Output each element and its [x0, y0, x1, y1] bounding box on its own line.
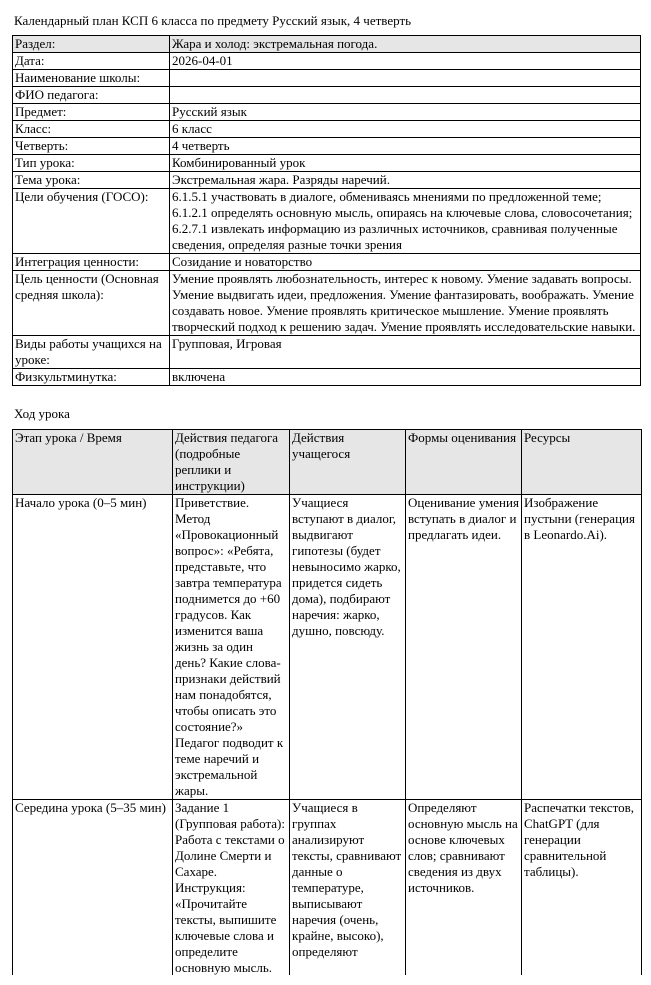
info-value [170, 189, 641, 254]
lesson-cell: Учащиеся вступают в диалог, выдвигают гипотезы (будет невыносимо жарко, придется сидеть дома), подбирают наречия: жарко, душно, повсюду. [290, 495, 406, 800]
info-label: ФИО педагога: [13, 87, 170, 104]
info-label: Тема урока: [13, 172, 170, 189]
info-value [170, 155, 641, 172]
info-value-line [172, 70, 638, 86]
info-value [170, 254, 641, 271]
info-value-line: 6 класс [172, 121, 212, 136]
lesson-cell: Оценивание умения вступать в диалог и предлагать идеи. [406, 495, 522, 800]
info-label: Дата: [13, 53, 170, 70]
info-label: Виды работы учащихся на уроке: [13, 336, 170, 369]
info-label: Класс: [13, 121, 170, 138]
info-row [13, 70, 641, 87]
info-value-line: 6.1.5.1 участвовать в диалоге, обмениваясь мнениями по предложенной теме; [172, 189, 602, 204]
info-label: Раздел: [13, 36, 170, 53]
info-row [13, 189, 641, 254]
info-value [170, 138, 641, 155]
info-label: Цель ценности (Основная средняя школа): [13, 271, 170, 336]
lesson-cell: Приветствие. Метод «Провокационный вопрос»: «Ребята, представьте, что завтра температура поднимется до +60 градусов. Как изменится ваша жизнь за один день? Какие слова-признаки действий нам понадобятся, чтобы описать это состояние?» Педагог подводит к теме наречий и экстремальной жары. [173, 495, 290, 800]
info-value [170, 121, 641, 138]
info-row [13, 254, 641, 271]
info-label: Цели обучения (ГОСО): [13, 189, 170, 254]
info-value [170, 172, 641, 189]
info-label: Тип урока: [13, 155, 170, 172]
info-value-line: Групповая, Игровая [172, 336, 282, 351]
info-label: Физкультминутка: [13, 369, 170, 386]
info-value-line: Созидание и новаторство [172, 254, 313, 269]
info-value-line: 4 четверть [172, 138, 230, 153]
info-value-line: включена [172, 369, 226, 384]
section-label: Ход урока [14, 406, 70, 421]
info-row [13, 172, 641, 189]
info-label: Наименование школы: [13, 70, 170, 87]
lesson-column-header: Формы оценивания [406, 430, 522, 495]
lesson-cell: Изображение пустыни (генерация в Leonardo.Ai). [522, 495, 642, 800]
info-value [170, 36, 641, 53]
info-row [13, 104, 641, 121]
document-title: Календарный план КСП 6 класса по предмету Русский язык, 4 четверть [14, 13, 412, 28]
info-value [170, 336, 641, 369]
info-value-line: Жара и холод: экстремальная погода. [172, 36, 378, 51]
info-value [170, 104, 641, 121]
lesson-cell: Середина урока (5–35 мин) [13, 800, 173, 977]
info-row [13, 36, 641, 53]
info-row [13, 369, 641, 386]
info-label: Предмет: [13, 104, 170, 121]
lesson-column-header: Этап урока / Время [13, 430, 173, 495]
lesson-cell: Распечатки текстов, ChatGPT (для генерации сравнительной таблицы). [522, 800, 642, 977]
lesson-plan-table [12, 429, 642, 977]
info-value [170, 369, 641, 386]
info-value-line: 6.2.7.1 извлекать информацию из различных источников, сравнивая полученные сведения, определяя разные точки зрения [172, 221, 618, 252]
lesson-info-table [12, 35, 641, 386]
info-value-line: Комбинированный урок [172, 155, 306, 170]
lesson-row [13, 495, 642, 800]
info-label: Четверть: [13, 138, 170, 155]
info-row [13, 155, 641, 172]
lesson-cell: Начало урока (0–5 мин) [13, 495, 173, 800]
info-value-line: 6.1.2.1 определять основную мысль, опираясь на ключевые слова, словосочетания; [172, 205, 633, 220]
info-value-line: Умение проявлять любознательность, интерес к новому. Умение задавать вопросы. Умение выдвигать идеи, предложения. Умение фантазировать, воображать. Умение создавать новое. Умение проявлять критическое мышление. Умение проявлять творческий подход к решению задач. Умение проявлять исследовательские навыки. [172, 271, 636, 334]
lesson-column-header: Ресурсы [522, 430, 642, 495]
info-value-line: Русский язык [172, 104, 247, 119]
info-row [13, 121, 641, 138]
info-row [13, 53, 641, 70]
lesson-cell: Определяют основную мысль на основе ключевых слов; сравнивают сведения из двух источников. [406, 800, 522, 977]
lesson-cell: Учащиеся в группах анализируют тексты, сравнивают данные о температуре, выписывают наречия (очень, крайне, высоко), определяют [290, 800, 406, 977]
info-value [170, 271, 641, 336]
info-value-line [172, 87, 638, 103]
page-bottom-edge [0, 975, 651, 985]
lesson-cell: Задание 1 (Групповая работа): Работа с текстами о Долине Смерти и Сахаре. Инструкция: «Прочитайте тексты, выпишите ключевые слова и определите основную мысль. [173, 800, 290, 977]
info-value [170, 70, 641, 87]
lesson-row [13, 800, 642, 977]
info-value [170, 87, 641, 104]
info-row [13, 87, 641, 104]
info-row [13, 138, 641, 155]
info-row [13, 271, 641, 336]
info-row [13, 336, 641, 369]
info-value [170, 53, 641, 70]
info-label: Интеграция ценности: [13, 254, 170, 271]
lesson-column-header: Действия учащегося [290, 430, 406, 495]
info-value-line: 2026-04-01 [172, 53, 233, 68]
lesson-column-header: Действия педагога (подробные реплики и инструкции) [173, 430, 290, 495]
info-value-line: Экстремальная жара. Разряды наречий. [172, 172, 390, 187]
